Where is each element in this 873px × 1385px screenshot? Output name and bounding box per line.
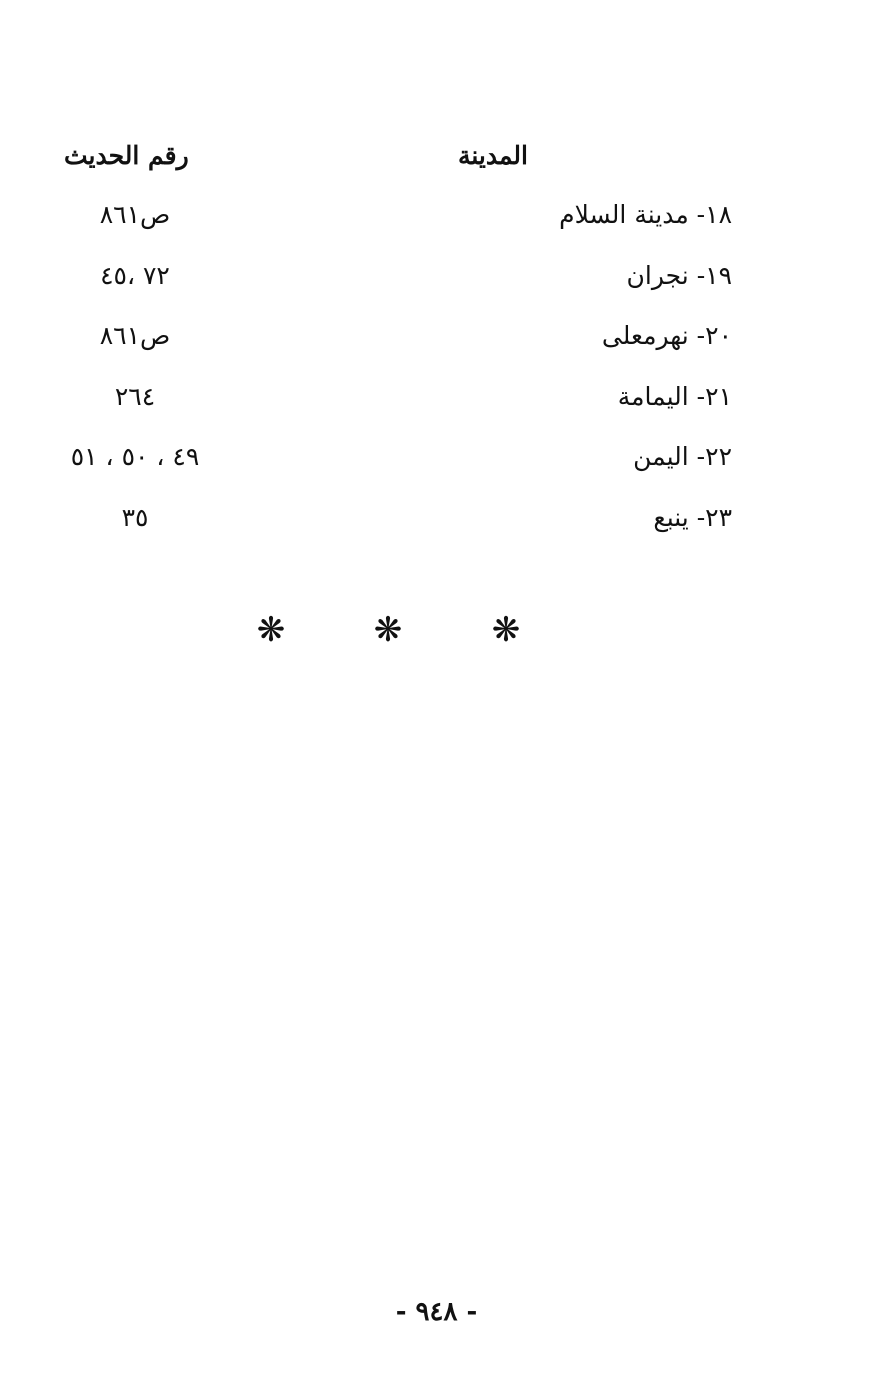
hadith-number-column-heading: رقم الحديث: [64, 141, 189, 170]
table-header: [0, 138, 873, 178]
city-column-heading: المدينة: [457, 141, 528, 170]
city-name: ٢٢- اليمن: [633, 442, 732, 471]
city-name: ٢٠- نهرمعلى: [601, 321, 732, 350]
table-row: [0, 195, 873, 256]
city-name: ١٨- مدينة السلام: [559, 200, 732, 229]
hadith-reference: ص٨٦١: [99, 321, 171, 350]
section-separator: [0, 610, 873, 650]
hadith-reference: ٧٢ ،٤٥: [100, 260, 170, 290]
asterism-icon: ❋: [491, 610, 521, 650]
page-number: - ٩٤٨ -: [395, 1297, 478, 1327]
city-index-table: [0, 195, 873, 558]
hadith-reference: ٢٦٤: [114, 381, 156, 411]
table-row: [0, 437, 873, 498]
hadith-reference: ٣٥: [121, 502, 149, 532]
table-row: [0, 498, 873, 559]
asterism-icon: ❋: [256, 610, 286, 650]
asterism-icon: ❋: [373, 610, 403, 650]
city-name: ٢١- اليمامة: [617, 381, 732, 411]
city-name: ١٩- نجران: [626, 260, 732, 290]
table-row: [0, 256, 873, 317]
city-name: ٢٣- ينبع: [653, 502, 732, 532]
table-row: [0, 316, 873, 377]
hadith-reference: ص٨٦١: [99, 200, 171, 229]
table-row: [0, 377, 873, 438]
hadith-reference: ٤٩ ، ٥٠ ، ٥١: [70, 442, 200, 471]
